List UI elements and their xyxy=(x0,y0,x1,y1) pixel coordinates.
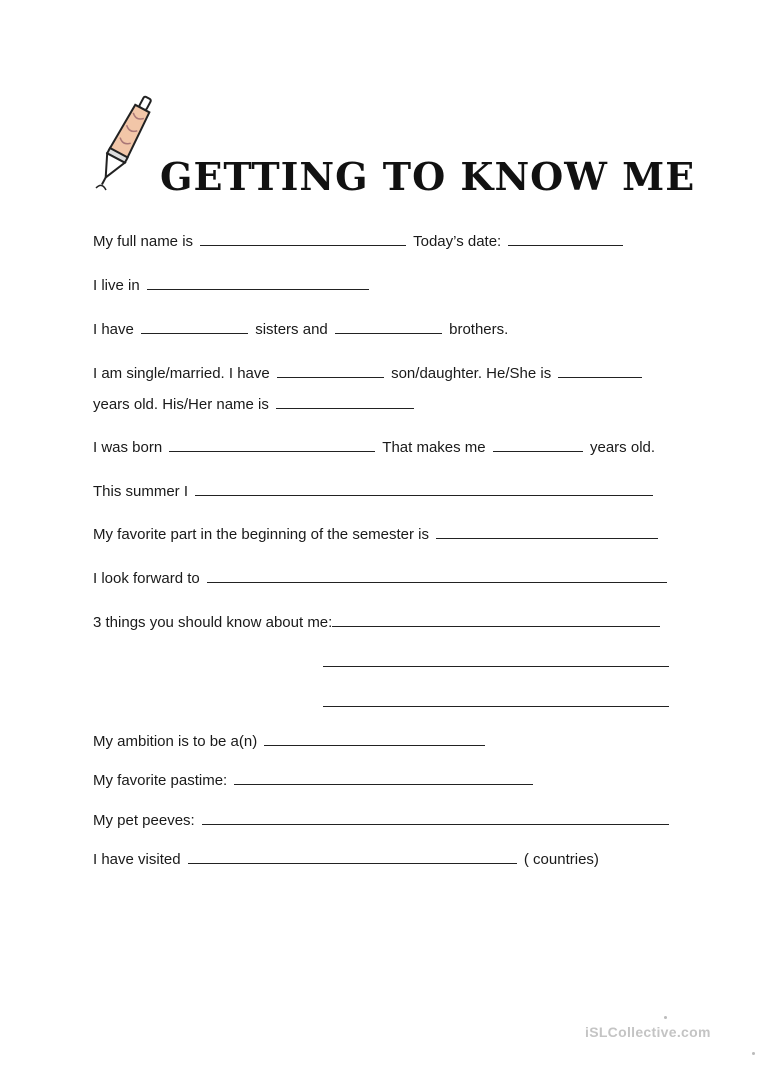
pet-peeves-line xyxy=(93,811,672,830)
full-name-label: My full name is xyxy=(93,233,194,250)
footer-dot xyxy=(752,1052,755,1055)
summer-line xyxy=(93,482,656,501)
child-label: son/daughter. He/She is xyxy=(391,365,552,382)
born-line xyxy=(93,438,655,457)
date-label: Today’s date: xyxy=(413,233,502,250)
full-name-line xyxy=(93,232,626,251)
pastime-label: My favorite pastime: xyxy=(93,772,228,789)
age-blank[interactable] xyxy=(493,438,583,452)
three-things-blank-2[interactable] xyxy=(323,666,669,667)
pet-peeves-blank[interactable] xyxy=(202,811,669,825)
born-label: I was born xyxy=(93,439,163,456)
summer-blank[interactable] xyxy=(195,482,653,496)
page-title: GETTING TO KNOW ME xyxy=(160,154,696,199)
favorite-part-label: My favorite part in the beginning of the semester is xyxy=(93,526,430,543)
look-forward-line xyxy=(93,569,670,588)
age-label: That makes me xyxy=(382,439,486,456)
pen-icon xyxy=(92,92,164,196)
favorite-part-blank[interactable] xyxy=(436,525,658,539)
countries-label: ( countries) xyxy=(523,851,599,868)
born-blank[interactable] xyxy=(169,438,375,452)
child-name-line xyxy=(93,395,417,414)
visited-line xyxy=(93,850,599,869)
ambition-line xyxy=(93,732,488,751)
summer-label: This summer I xyxy=(93,483,189,500)
date-blank[interactable] xyxy=(508,232,623,246)
brothers-label: brothers. xyxy=(449,321,509,338)
favorite-part-line xyxy=(93,525,661,544)
look-forward-label: I look forward to xyxy=(93,570,200,587)
live-in-line xyxy=(93,276,372,295)
marital-line xyxy=(93,364,645,383)
three-things-blank-3[interactable] xyxy=(323,706,669,707)
pet-peeves-label: My pet peeves: xyxy=(93,812,195,829)
brothers-blank[interactable] xyxy=(335,320,442,334)
full-name-blank[interactable] xyxy=(200,232,406,246)
three-things-line xyxy=(93,613,663,632)
ambition-blank[interactable] xyxy=(264,732,485,746)
children-count-blank[interactable] xyxy=(277,364,384,378)
live-in-label: I live in xyxy=(93,277,140,294)
visited-label: I have visited xyxy=(93,851,181,868)
pastime-line xyxy=(93,771,536,790)
ambition-label: My ambition is to be a(n) xyxy=(93,733,258,750)
years-old-label: years old. xyxy=(590,439,656,456)
footer-dot xyxy=(664,1016,667,1019)
three-things-label: 3 things you should know about me: xyxy=(93,614,333,631)
pastime-blank[interactable] xyxy=(234,771,533,785)
three-things-blank-1[interactable] xyxy=(332,613,660,627)
sisters-label: sisters and xyxy=(255,321,328,338)
look-forward-blank[interactable] xyxy=(207,569,667,583)
watermark: iSLCollective.com xyxy=(585,1024,711,1040)
child-name-blank[interactable] xyxy=(276,395,414,409)
siblings-line xyxy=(93,320,508,339)
child-name-label: years old. His/Her name is xyxy=(93,396,269,413)
siblings-label: I have xyxy=(93,321,134,338)
child-age-blank[interactable] xyxy=(558,364,642,378)
visited-blank[interactable] xyxy=(188,850,517,864)
live-in-blank[interactable] xyxy=(147,276,369,290)
marital-label: I am single/married. I have xyxy=(93,365,270,382)
sisters-blank[interactable] xyxy=(141,320,248,334)
